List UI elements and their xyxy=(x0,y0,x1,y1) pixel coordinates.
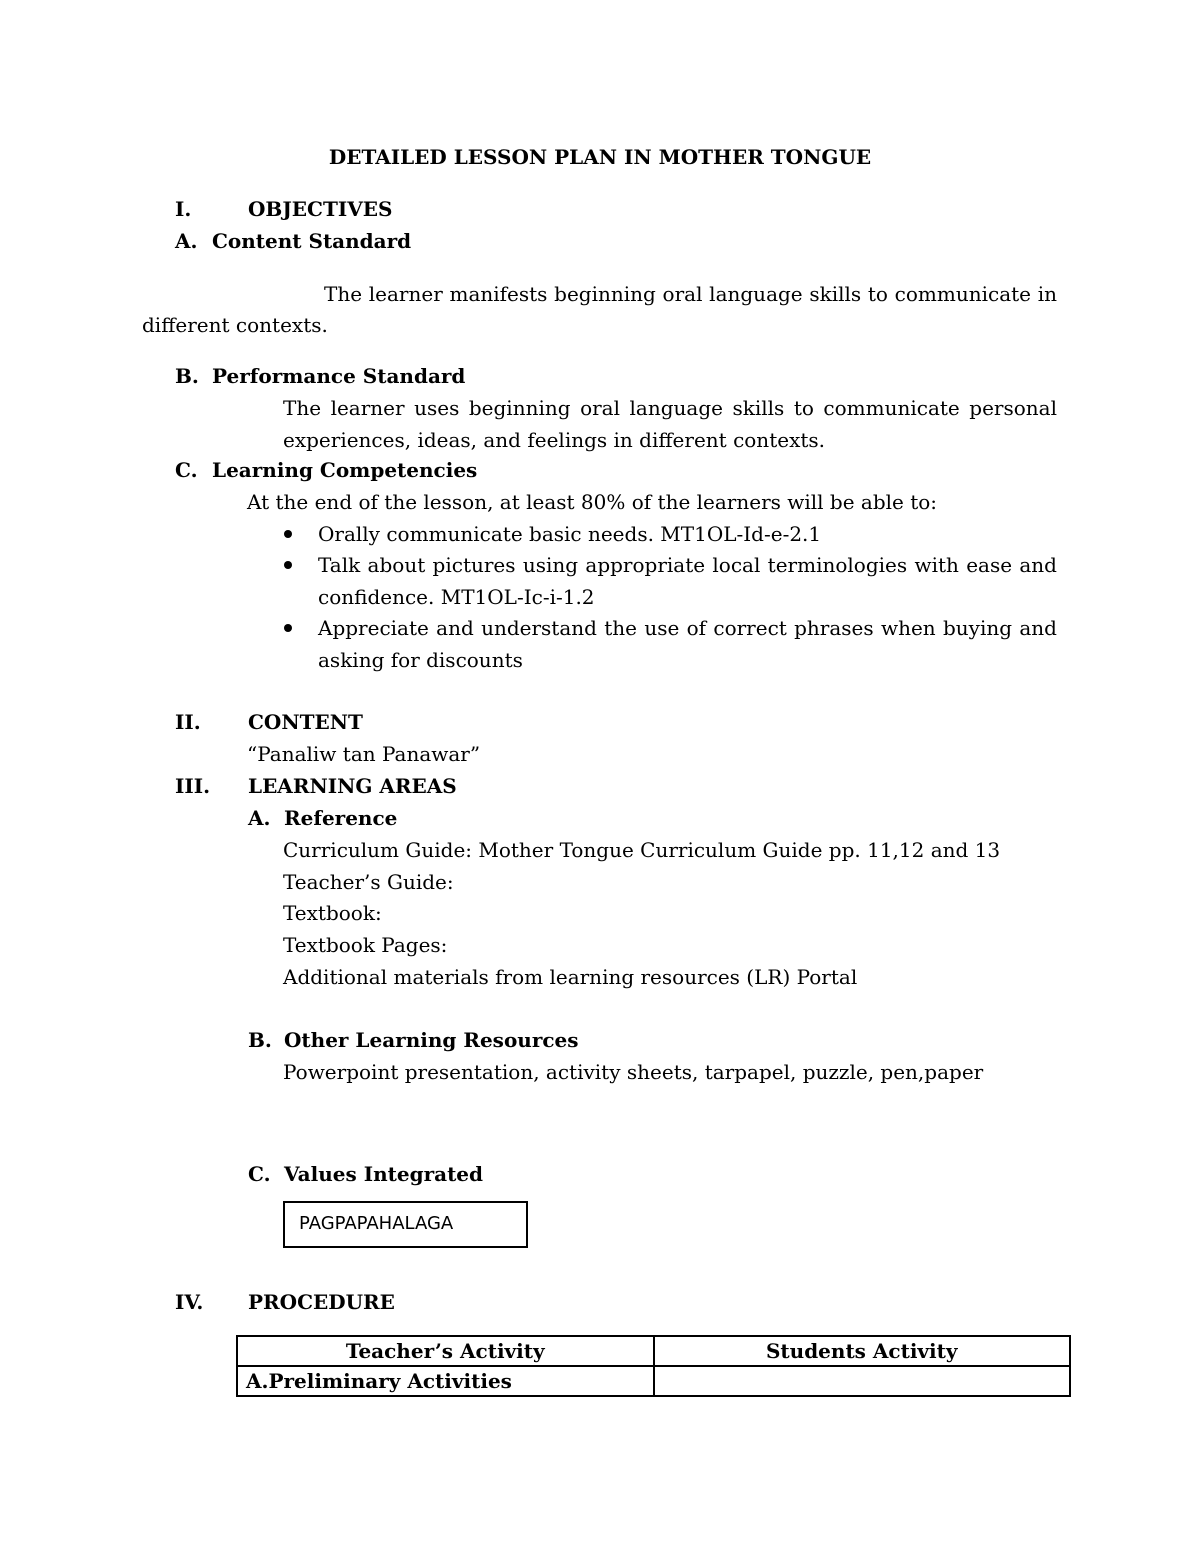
bullet-icon xyxy=(284,530,292,538)
subsection-letter-content-standard: A. xyxy=(175,229,198,253)
subsection-letter-performance-standard: B. xyxy=(175,364,199,388)
content-standard-text-line1: The learner manifests beginning oral language skills to communicate in xyxy=(324,282,1057,306)
subsection-heading-performance-standard: Performance Standard xyxy=(212,364,466,388)
preliminary-activities-cell: A.Preliminary Activities xyxy=(237,1366,654,1396)
subsection-heading-other-resources: Other Learning Resources xyxy=(284,1028,579,1052)
competency-item-2-line2: confidence. MT1OL-Ic-i-1.2 xyxy=(318,585,595,609)
values-box xyxy=(283,1201,528,1248)
other-resources-text: Powerpoint presentation, activity sheets, tarpapel, puzzle, pen,paper xyxy=(283,1060,984,1084)
section-heading-learning-areas: LEARNING AREAS xyxy=(248,774,457,798)
content-topic: “Panaliw tan Panawar” xyxy=(247,742,481,766)
section-number-procedure: IV. xyxy=(175,1290,204,1314)
students-activity-header: Students Activity xyxy=(654,1336,1071,1366)
subsection-heading-values: Values Integrated xyxy=(284,1162,484,1186)
competency-item-3-line1: Appreciate and understand the use of correct phrases when buying and xyxy=(318,616,1057,640)
reference-textbook: Textbook: xyxy=(283,901,382,925)
values-box-text: PAGPAPAHALAGA xyxy=(299,1213,454,1234)
subsection-heading-learning-competencies: Learning Competencies xyxy=(212,458,478,482)
section-heading-procedure: PROCEDURE xyxy=(248,1290,395,1314)
procedure-table xyxy=(236,1335,1071,1397)
students-activity-cell xyxy=(654,1366,1071,1396)
subsection-letter-reference: A. xyxy=(248,806,271,830)
competency-item-3-line2: asking for discounts xyxy=(318,648,523,672)
performance-standard-text-line1: The learner uses beginning oral language skills to communicate personal xyxy=(283,396,1057,420)
performance-standard-text-line2: experiences, ideas, and feelings in different contexts. xyxy=(283,428,826,452)
competency-item-2-line1: Talk about pictures using appropriate local terminologies with ease and xyxy=(318,553,1057,577)
subsection-letter-learning-competencies: C. xyxy=(175,458,198,482)
section-heading-content: CONTENT xyxy=(248,710,363,734)
subsection-letter-values: C. xyxy=(248,1162,271,1186)
reference-textbook-pages: Textbook Pages: xyxy=(283,933,448,957)
teachers-activity-header: Teacher’s Activity xyxy=(237,1336,654,1366)
section-number-objectives: I. xyxy=(175,197,192,221)
competency-item-1: Orally communicate basic needs. MT1OL-Id-e-2.1 xyxy=(318,522,822,546)
section-number-content: II. xyxy=(175,710,201,734)
subsection-heading-reference: Reference xyxy=(284,806,398,830)
subsection-heading-content-standard: Content Standard xyxy=(212,229,412,253)
section-heading-objectives: OBJECTIVES xyxy=(248,197,393,221)
table-header-row xyxy=(237,1336,1070,1366)
content-standard-text-line2: different contexts. xyxy=(142,313,328,337)
bullet-icon xyxy=(284,561,292,569)
reference-additional-materials: Additional materials from learning resources (LR) Portal xyxy=(283,965,858,989)
reference-curriculum-guide: Curriculum Guide: Mother Tongue Curriculum Guide pp. 11,12 and 13 xyxy=(283,838,1001,862)
document-title: DETAILED LESSON PLAN IN MOTHER TONGUE xyxy=(328,145,872,169)
learning-competencies-intro: At the end of the lesson, at least 80% of the learners will be able to: xyxy=(247,490,938,514)
section-number-learning-areas: III. xyxy=(175,774,211,798)
table-row xyxy=(237,1366,1070,1396)
reference-teachers-guide: Teacher’s Guide: xyxy=(283,870,454,894)
subsection-letter-other-resources: B. xyxy=(248,1028,272,1052)
bullet-icon xyxy=(284,624,292,632)
